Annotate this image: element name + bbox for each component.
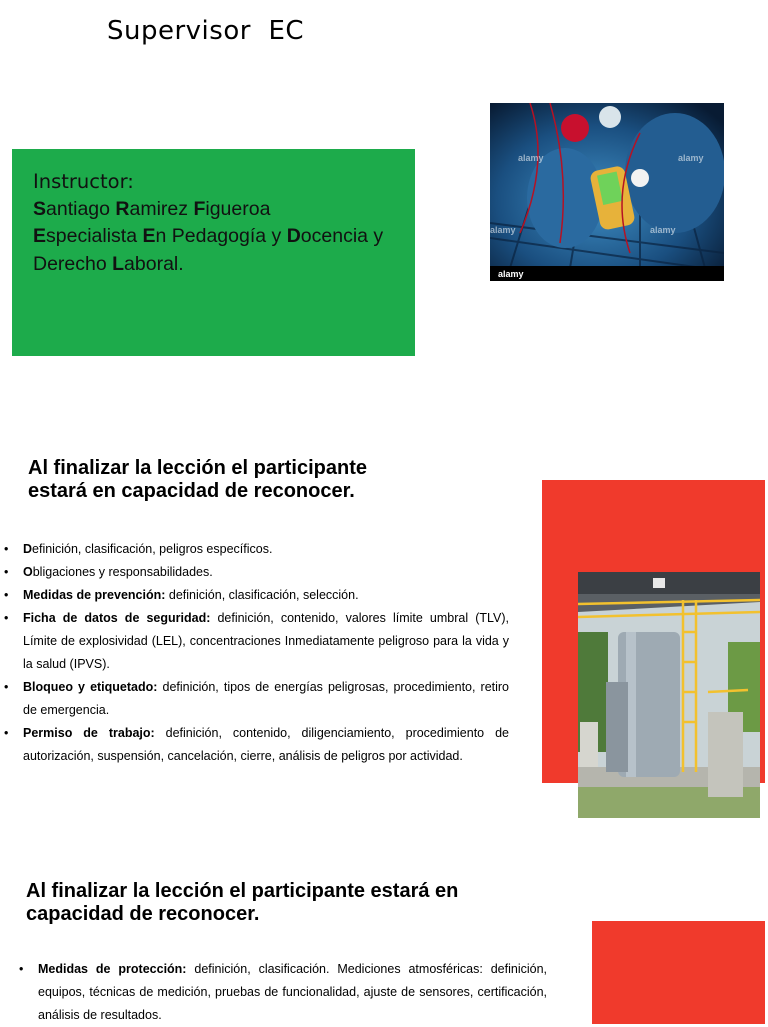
item-text: definición, clasificación, selección. (165, 588, 359, 602)
bullet: • (19, 962, 24, 976)
list-item (4, 722, 509, 768)
instructor-name (33, 196, 423, 224)
name-initial: R (115, 197, 130, 220)
bullet: • (4, 565, 9, 579)
watermark: alamy (490, 225, 516, 235)
item-lead: D (23, 542, 33, 556)
watermark: alamy (650, 225, 676, 235)
list-item (4, 607, 509, 676)
specialty-initial: E (33, 225, 47, 247)
bullet: • (4, 726, 9, 740)
list-item (4, 538, 509, 561)
bullet: • (4, 588, 9, 602)
industrial-tank-photo (578, 572, 760, 818)
item-text: definición, contenido, diligenciamiento, procedimiento de autorización, suspensión, cancelación, cierre, análisis de peligros por actividad. (23, 726, 509, 763)
instructor-label: Instructor: (33, 170, 134, 193)
item-lead: Medidas de protección: (38, 962, 187, 976)
objectives-heading: Al finalizar la lección el participante estará en capacidad de reconocer. (28, 457, 367, 502)
specialty-rest: n Pedagogía y (155, 225, 287, 247)
name-rest: antiago (46, 197, 116, 220)
bullet: • (4, 542, 9, 556)
item-lead: O (23, 565, 33, 579)
decorative-red-block-2 (592, 921, 765, 1024)
list-item (4, 561, 509, 584)
objectives-heading-2: Al finalizar la lección el participante estará en capacidad de reconocer. (26, 880, 459, 925)
specialty-initial: D (286, 225, 301, 247)
photo-footer-strip (490, 266, 724, 281)
bullet: • (4, 611, 9, 625)
name-initial: S (33, 197, 47, 220)
specialty-initial: L (112, 252, 125, 275)
list-item (4, 584, 509, 607)
item-text: definición, contenido, valores límite umbral (TLV), Límite de explosividad (LEL), concentraciones Inmediatamente peligroso para la vida y la salud (IPVS). (23, 611, 509, 671)
specialty-rest: specialista (46, 225, 143, 247)
list-item (4, 676, 510, 722)
name-rest: igueroa (205, 197, 271, 220)
item-lead: Medidas de prevención: (23, 588, 166, 602)
item-text: definición, clasificación. Mediciones atmosféricas: definición, equipos, técnicas de medición, pruebas de funcionalidad, ajuste de sensores, certificación, análisis de resultados. (38, 962, 548, 1022)
item-text: definición, tipos de energías peligrosas, procedimiento, retiro de emergencia. (23, 680, 510, 717)
list-item (19, 958, 548, 1027)
specialty-initial: E (142, 225, 156, 247)
item-lead: Permiso de trabajo: (23, 726, 155, 740)
rescue-illustration (490, 103, 724, 281)
rescue-photo (490, 103, 724, 281)
item-text: bligaciones y responsabilidades. (32, 565, 213, 579)
alamy-logo: alamy (498, 269, 524, 279)
name-rest: amirez (129, 197, 194, 220)
instructor-specialty (33, 223, 423, 278)
specialty-rest: aboral. (124, 252, 184, 275)
watermark: alamy (518, 153, 544, 163)
objectives-list (4, 538, 510, 768)
slide-title: Supervisor EC (107, 16, 305, 46)
name-initial: F (193, 197, 206, 220)
watermark: alamy (678, 153, 704, 163)
item-lead: Bloqueo y etiquetado: (23, 680, 158, 694)
objectives-list-2 (19, 958, 548, 1027)
item-lead: Ficha de datos de seguridad: (23, 611, 211, 625)
tank-illustration (578, 572, 760, 818)
bullet: • (4, 680, 9, 694)
instructor-info (33, 168, 423, 278)
item-text: efinición, clasificación, peligros específicos. (32, 542, 273, 556)
specialty-rest: ocencia y Derecho (33, 225, 384, 275)
